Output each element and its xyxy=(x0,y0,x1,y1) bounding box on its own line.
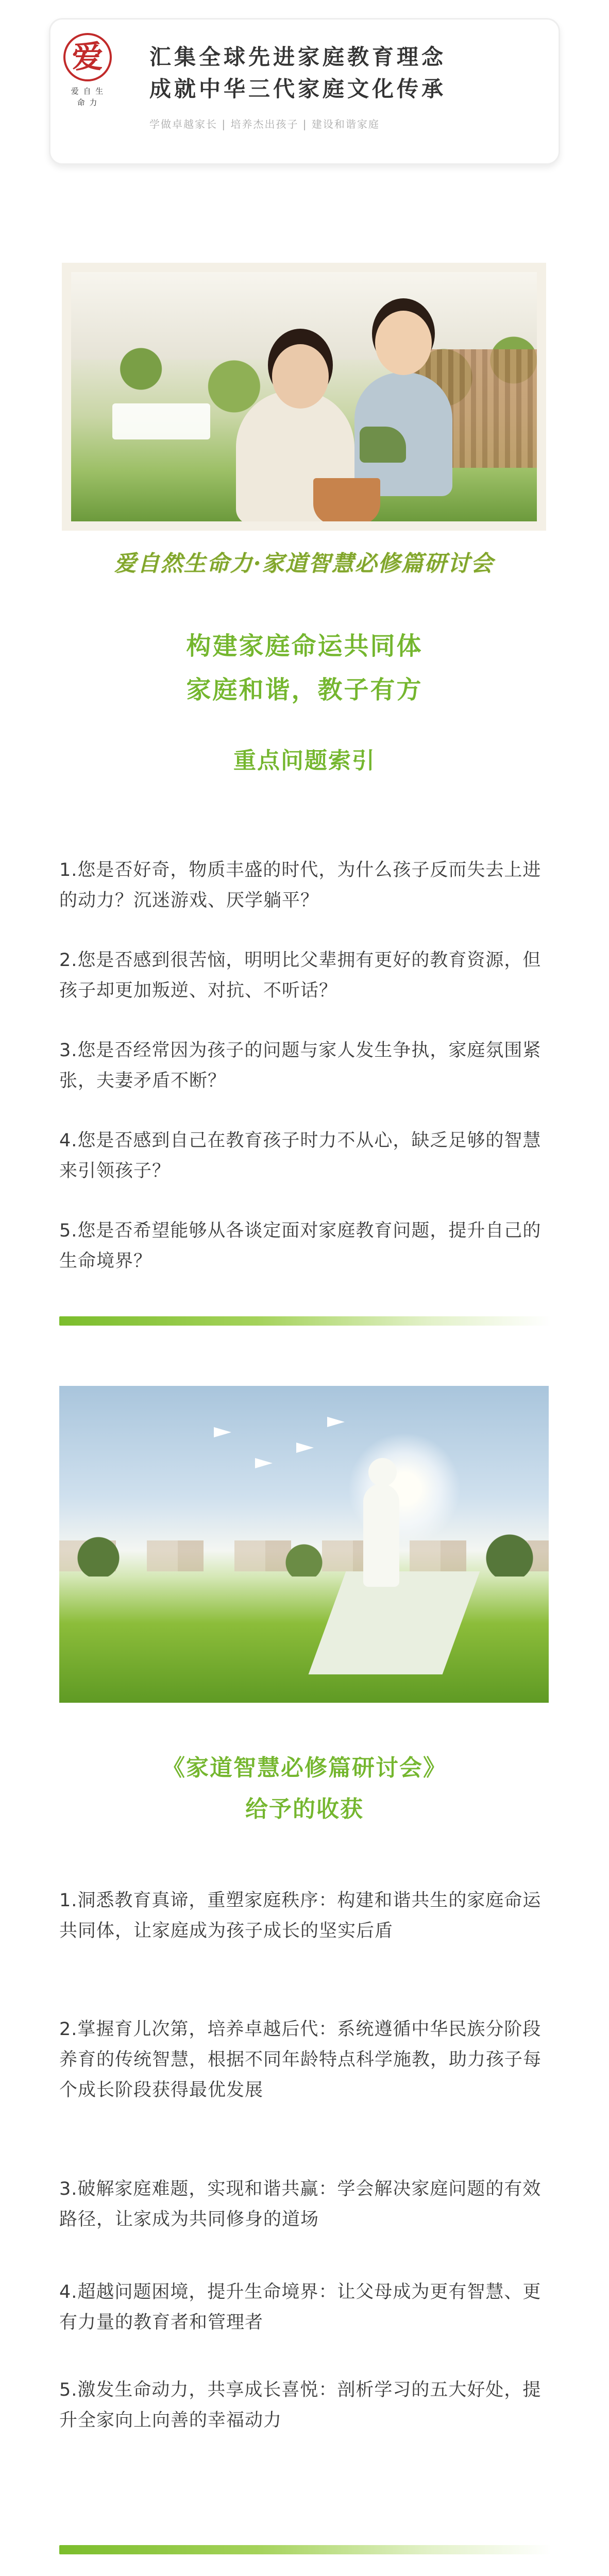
gain-item: 1.洞悉教育真谛，重塑家庭秩序：构建和谐共生的家庭命运共同体，让家庭成为孩子成长的坚实后盾 xyxy=(59,1890,542,1941)
photo-table xyxy=(112,403,210,439)
logo-text-line1: 爱 自 生 xyxy=(71,87,105,96)
header-slogan-2: 成就中华三代家庭文化传承 xyxy=(149,76,447,101)
question-index-title: 重点问题索引 xyxy=(233,748,376,774)
paper-plane-icon xyxy=(255,1458,273,1468)
gains-title-1: 《家道智慧必修篇研讨会》 xyxy=(162,1755,447,1781)
logo-text xyxy=(49,86,126,108)
gain-item: 5.激发生命动力，共享成长喜悦：剖析学习的五大好处，提升全家向上向善的幸福动力 xyxy=(59,2380,542,2431)
gain-item: 3.破解家庭难题，实现和谐共赢：学会解决家庭问题的有效路径，让家成为共同修身的道场 xyxy=(59,2179,542,2230)
question-item: 4.您是否感到自己在教育孩子时力不从心，缺乏足够的智慧来引领孩子？ xyxy=(59,1130,542,1181)
paper-plane-icon xyxy=(214,1427,231,1437)
logo xyxy=(49,30,126,117)
gain-item: 2.掌握育儿次第，培养卓越后代：系统遵循中华民族分阶段养育的传统智慧，根据不同年龄特点科学施教，助力孩子每个成长阶段获得最优发展 xyxy=(59,2019,542,2100)
photo-child-head xyxy=(375,311,432,375)
photo-paper-cutout xyxy=(309,1571,480,1674)
paper-plane-icon xyxy=(327,1417,345,1427)
logo-text-line2: 命 力 xyxy=(77,98,98,107)
hero-photo xyxy=(62,263,546,531)
logo-emblem xyxy=(63,33,112,81)
photo-flower-pot xyxy=(313,478,380,524)
kite-field-photo xyxy=(59,1386,549,1703)
gains-title-2: 给予的收获 xyxy=(245,1796,364,1822)
hero-caption: 爱自然生命力·家道智慧必修篇研讨会 xyxy=(114,551,494,577)
logo-char: 爱 xyxy=(72,39,103,75)
photo-child-silhouette-head xyxy=(368,1458,397,1486)
section-divider xyxy=(59,1316,551,1326)
photo-watering-can xyxy=(360,427,406,463)
intro-title-2: 家庭和谐，教子有方 xyxy=(186,675,423,704)
photo-trees xyxy=(59,1530,549,1577)
paper-plane-icon xyxy=(296,1443,314,1453)
intro-title-1: 构建家庭命运共同体 xyxy=(186,632,423,660)
question-item: 2.您是否感到很苦恼，明明比父辈拥有更好的教育资源，但孩子却更加叛逆、对抗、不听话？ xyxy=(59,950,542,1001)
photo-mother-head xyxy=(272,344,329,409)
header-tagline: 学做卓越家长 | 培养杰出孩子 | 建设和谐家庭 xyxy=(149,118,380,130)
header-slogan-1: 汇集全球先进家庭教育理念 xyxy=(149,44,447,70)
question-item: 5.您是否希望能够从各谈定面对家庭教育问题，提升自己的生命境界？ xyxy=(59,1221,542,1272)
gain-item: 4.超越问题困境，提升生命境界：让父母成为更有智慧、更有力量的教育者和管理者 xyxy=(59,2282,542,2333)
photo-child-silhouette xyxy=(363,1484,399,1587)
question-item: 3.您是否经常因为孩子的问题与家人发生争执，家庭氛围紧张，夫妻矛盾不断？ xyxy=(59,1040,542,1091)
section-divider xyxy=(59,2545,551,2554)
question-item: 1.您是否好奇，物质丰盛的时代，为什么孩子反而失去上进的动力？沉迷游戏、厌学躺平？ xyxy=(59,860,542,911)
